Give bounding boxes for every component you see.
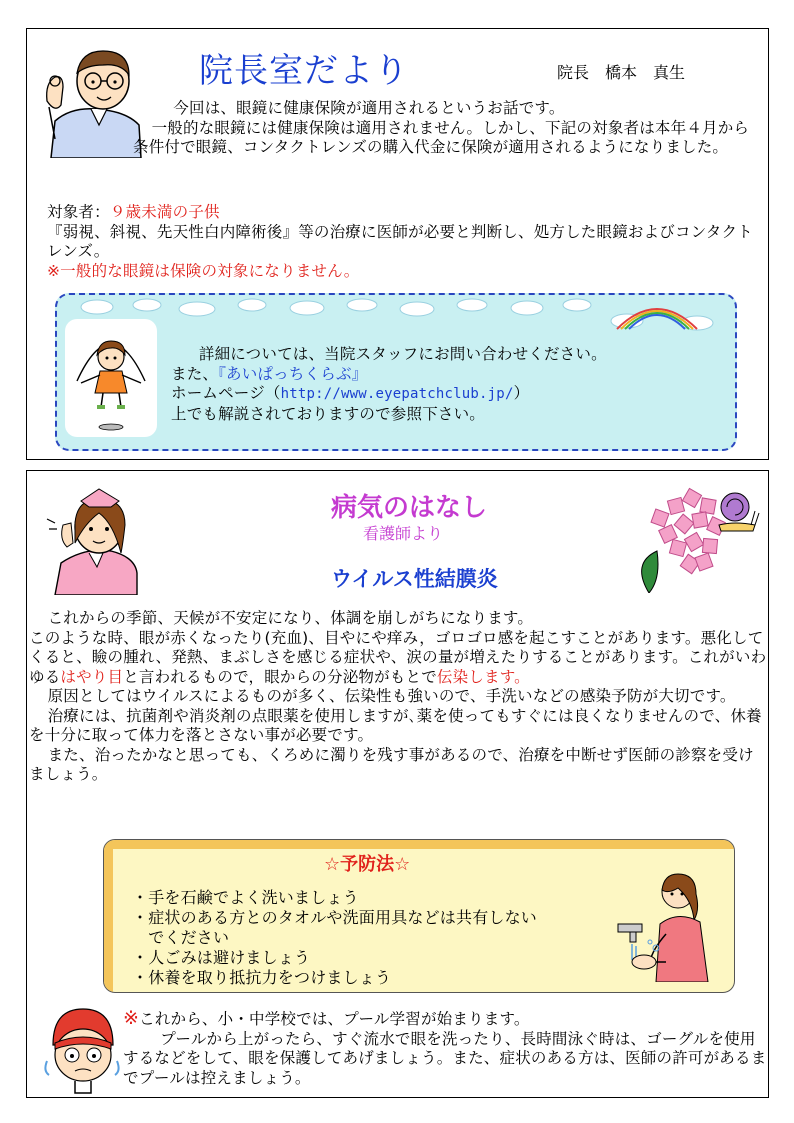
- homepage-url-link[interactable]: http://www.eyepatchclub.jp/: [280, 386, 514, 402]
- director-intro: [133, 99, 763, 158]
- disease-body: [29, 609, 767, 785]
- hayarime-term: はやり目: [60, 667, 124, 686]
- pool-line-2: プールから上がったら、すぐ流水で眼を洗ったり、長時間泳ぐ時は、ゴーグルを使用するなどをして、眼を保護してあげましょう。また、症状のある方は、医師の許可があるまでプールは控えましょう。: [123, 1029, 767, 1087]
- disease-paragraph-4: 治療には、抗菌剤や消炎剤の点眼薬を使用しますが､薬を使ってもすぐには良くなりませんので、休養を十分に取って体力を落とさない事が必要です。: [29, 706, 762, 744]
- info-line-2-prefix: また、: [171, 364, 219, 383]
- condition-text: 『弱視、斜視、先天性白内障術後』等の治療に医師が必要と判断し、処方した眼鏡およびコンタクトレンズ。: [47, 222, 753, 260]
- info-line-4: 上でも解説されておりますので参照下さい。: [171, 404, 486, 423]
- info-line-3: [171, 384, 731, 405]
- club-link[interactable]: 『あいぱっちくらぶ』: [218, 364, 368, 383]
- target-label: 対象者：: [47, 203, 110, 221]
- prevention-box-bar-left: [104, 840, 113, 992]
- handwashing-illustration: [616, 864, 726, 982]
- prevention-item: でください: [132, 928, 230, 947]
- disease-title: 病気のはなし: [331, 493, 488, 523]
- disease-paragraph-1: これからの季節、天候が不安定になり、体調を崩しがちになります。: [47, 609, 534, 627]
- contagion-term: 伝染します。: [436, 667, 530, 686]
- jump-rope-girl-illustration: [67, 321, 155, 439]
- prevention-box: [103, 839, 735, 993]
- pool-notice: [123, 1009, 767, 1088]
- nurse-illustration: [41, 483, 143, 595]
- info-line-2: [171, 365, 731, 385]
- prevention-box-bar-top: [104, 840, 734, 849]
- warning-text: ※一般的な眼鏡は保険の対象になりません。: [47, 261, 360, 280]
- disease-paragraph-2: [29, 629, 767, 688]
- doctor-illustration: [41, 43, 146, 158]
- info-line-3-suffix: ）: [513, 384, 530, 402]
- disease-panel: [26, 470, 769, 1098]
- info-line-3-prefix: ホームページ（: [171, 384, 281, 402]
- pool-mark: ※: [123, 1007, 140, 1029]
- pool-line-1: [123, 1009, 767, 1030]
- swimmer-illustration: [39, 1001, 125, 1097]
- prevention-title: ☆予防法☆: [324, 854, 411, 875]
- director-author: 院長 橋本 真生: [557, 63, 686, 82]
- disease-paragraph-3: 原因としてはウイルスによるものが多く、伝染性も強いので、手洗いなどの感染予防が大切です。: [47, 687, 736, 705]
- director-panel: [26, 28, 769, 460]
- prevention-item: ・人ごみは避けましょう: [132, 948, 311, 967]
- target-value: ９歳未満の子供: [109, 203, 220, 221]
- disease-heading: ウイルス性結膜炎: [331, 567, 498, 591]
- intro-paragraph-2: 一般的な眼鏡には健康保険は適用されません。しかし、下記の対象者は本年４月から条件付で眼鏡、コンタクトレンズの購入代金に保険が適用されるようになりました。: [133, 118, 750, 156]
- target-block: [47, 203, 767, 281]
- disease-paragraph-2-start: このような時、眼が赤くなったり(充血)、目やにや痒み，ゴロゴロ感を起こすことがあります。悪化してくると、瞼の腫れ、発熱、まぶしさを感じる症状や、涙の量が増えたりすることがあります。これがいわゆる: [29, 628, 767, 686]
- disease-subtitle: 看護師より: [363, 524, 444, 543]
- info-box: [55, 293, 737, 451]
- prevention-item: ・休養を取り抵抗力をつけましょう: [132, 968, 392, 987]
- target-line: [47, 203, 767, 223]
- prevention-item: ・手を石鹸でよく洗いましょう: [132, 888, 359, 907]
- prevention-list: [132, 888, 612, 988]
- prevention-item: ・症状のある方とのタオルや洗面用具などは共有しない: [132, 908, 538, 927]
- disease-paragraph-2-middle: と言われるもので，眼からの分泌物がもとで: [123, 667, 437, 686]
- info-line-1: 詳細については、当院スタッフにお問い合わせください。: [198, 345, 607, 363]
- director-title: 院長室だより: [199, 51, 409, 91]
- info-text: [171, 345, 731, 424]
- hydrangea-snail-illustration: [631, 481, 761, 593]
- cloud-decoration: [57, 295, 735, 335]
- disease-paragraph-5: また、治ったかなと思っても、くろめに濁りを残す事があるので、治療を中断せず医師の診察を受けましょう。: [29, 745, 754, 783]
- pool-line-1-text: これから、小・中学校では、プール学習が始まります。: [139, 1010, 530, 1028]
- intro-paragraph-1: 今回は、眼鏡に健康保険が適用されるというお話です。: [173, 99, 565, 117]
